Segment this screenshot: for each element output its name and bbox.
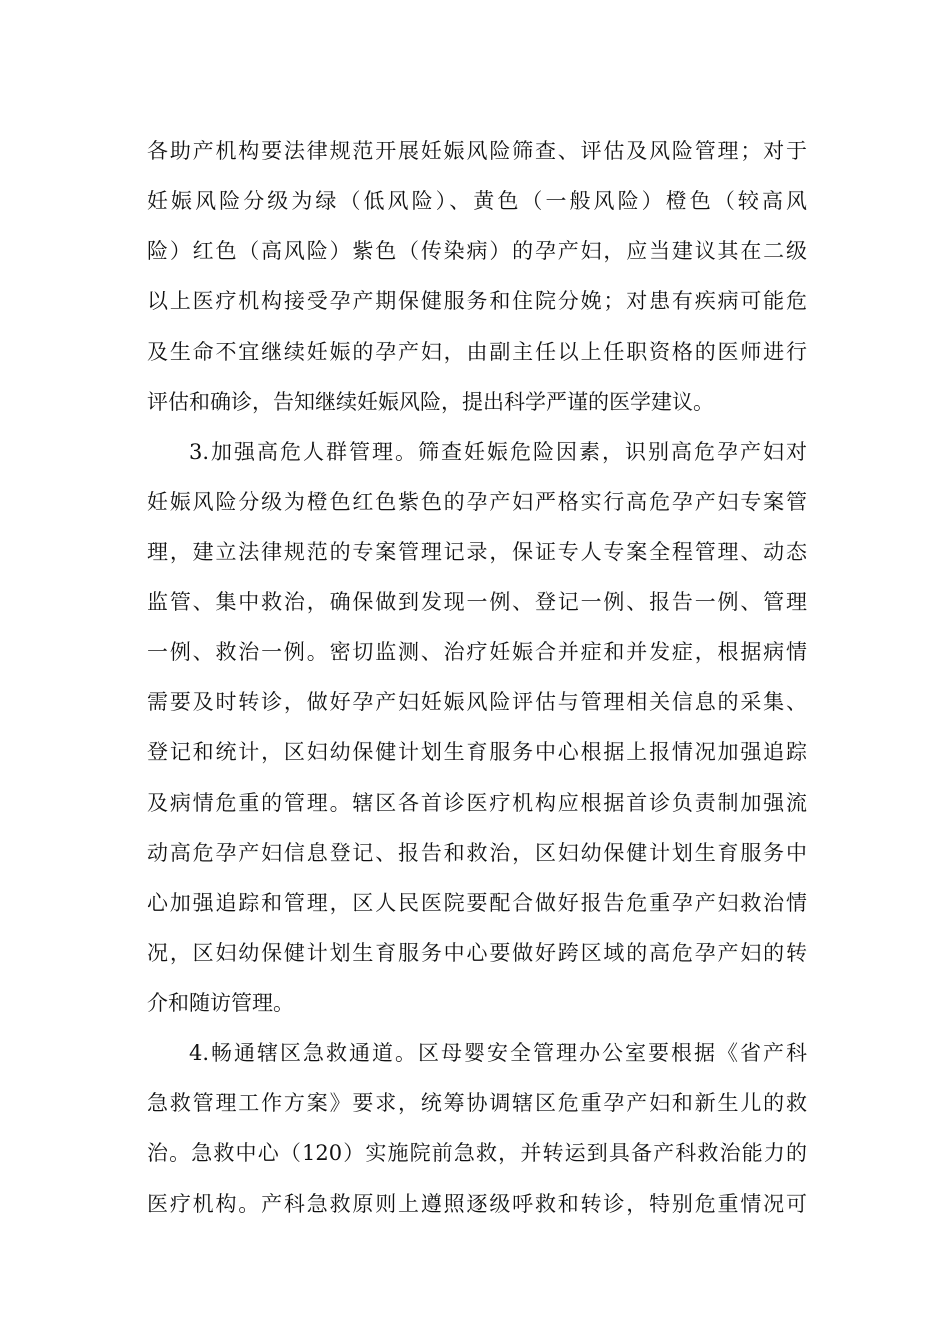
- text-line-10: 监管、集中救治，确保做到发现一例、登记一例、报告一例、管理: [147, 590, 807, 614]
- text-line-16: 心加强追踪和管理，区人民医院要配合做好报告危重孕产妇救治情: [147, 891, 807, 915]
- text-line-20: 急救管理工作方案》要求，统筹协调辖区危重孕产妇和新生儿的救: [147, 1091, 807, 1115]
- text-line-8: 妊娠风险分级为橙色红色紫色的孕产妇严格实行高危孕产妇专案管: [147, 490, 807, 514]
- text-line-11: 一例、救治一例。密切监测、治疗妊娠合并症和并发症，根据病情: [147, 640, 807, 664]
- text-line-14: 及病情危重的管理。辖区各首诊医疗机构应根据首诊负责制加强流: [147, 791, 807, 815]
- text-line-7: 3.加强高危人群管理。筛查妊娠危险因素，识别高危孕产妇对: [189, 440, 807, 464]
- text-line-19: 4.畅通辖区急救通道。区母婴安全管理办公室要根据《省产科: [189, 1041, 807, 1065]
- text-line-3: 险）红色（高风险）紫色（传染病）的孕产妇，应当建议其在二级: [147, 239, 807, 263]
- text-line-2: 妊娠风险分级为绿（低风险）、黄色（一般风险）橙色（较高风: [147, 189, 807, 213]
- text-line-13: 登记和统计，区妇幼保健计划生育服务中心根据上报情况加强追踪: [147, 740, 807, 764]
- text-line-4: 以上医疗机构接受孕产期保健服务和住院分娩；对患有疾病可能危: [147, 289, 807, 313]
- text-line-21: 治。急救中心（120）实施院前急救，并转运到具备产科救治能力的: [147, 1141, 807, 1165]
- text-line-17: 况，区妇幼保健计划生育服务中心要做好跨区域的高危孕产妇的转: [147, 941, 807, 965]
- text-line-12: 需要及时转诊，做好孕产妇妊娠风险评估与管理相关信息的采集、: [147, 690, 807, 714]
- text-line-15: 动高危孕产妇信息登记、报告和救治，区妇幼保健计划生育服务中: [147, 841, 807, 865]
- text-line-22: 医疗机构。产科急救原则上遵照逐级呼救和转诊，特别危重情况可: [147, 1192, 807, 1216]
- text-line-6: 评估和确诊，告知继续妊娠风险，提出科学严谨的医学建议。: [147, 390, 714, 414]
- text-line-9: 理，建立法律规范的专案管理记录，保证专人专案全程管理、动态: [147, 540, 807, 564]
- text-line-5: 及生命不宜继续妊娠的孕产妇，由副主任以上任职资格的医师进行: [147, 340, 807, 364]
- text-line-18: 介和随访管理。: [147, 991, 294, 1015]
- text-line-1: 各助产机构要法律规范开展妊娠风险筛查、评估及风险管理；对于: [147, 139, 807, 163]
